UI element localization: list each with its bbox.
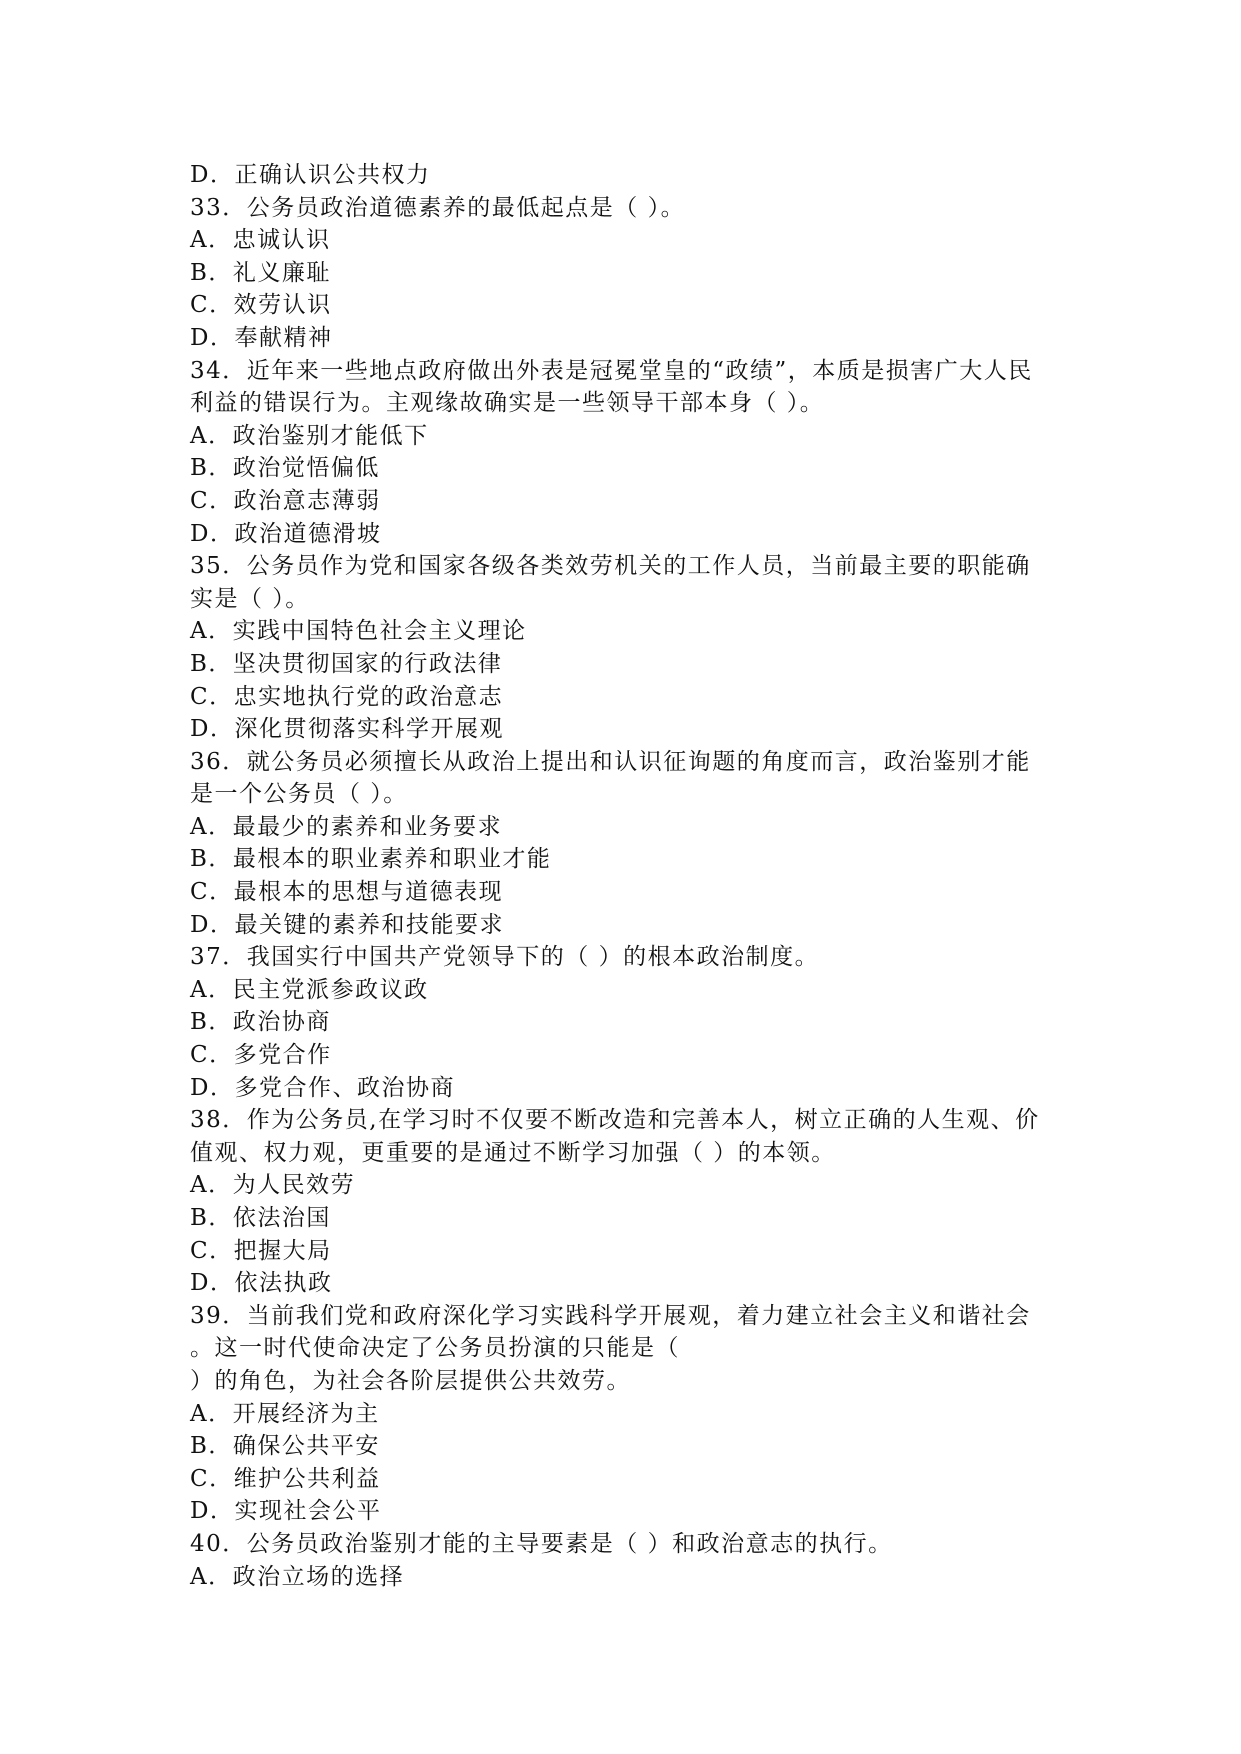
option-b-39: B．确保公共平安 bbox=[190, 1433, 380, 1460]
option-d-39: D．实现社会公平 bbox=[190, 1498, 382, 1525]
question-35-line-1: 35．公务员作为党和国家各级各类效劳机关的工作人员，当前最主要的职能确 bbox=[190, 553, 1031, 580]
option-b-38: B．依法治国 bbox=[190, 1205, 331, 1231]
question-34-line-2: 利益的错误行为。主观缘故确实是一些领导干部本身（ ）。 bbox=[190, 390, 825, 417]
option-a-35: A．实践中国特色社会主义理论 bbox=[190, 618, 527, 645]
option-c-35: C．忠实地执行党的政治意志 bbox=[190, 683, 504, 710]
option-b-37: B．政治协商 bbox=[190, 1009, 331, 1036]
option-a-33: A．忠诚认识 bbox=[190, 227, 331, 254]
question-34-line-1: 34．近年来一些地点政府做出外表是冠冕堂皇的“政绩”，本质是损害广大人民 bbox=[190, 357, 1033, 384]
option-b-35: B．坚决贯彻国家的行政法律 bbox=[190, 650, 503, 677]
option-c-39: C．维护公共利益 bbox=[190, 1465, 381, 1492]
option-d-32: D．正确认识公共权力 bbox=[190, 162, 431, 188]
option-b-33: B．礼义廉耻 bbox=[190, 259, 331, 286]
option-a-39: A．开展经济为主 bbox=[190, 1400, 380, 1427]
option-d-33: D．奉献精神 bbox=[190, 324, 333, 351]
question-38-line-2: 值观、权力观，更重要的是通过不断学习加强（ ）的本领。 bbox=[190, 1139, 836, 1166]
question-35-line-2: 实是（ ）。 bbox=[190, 585, 310, 612]
option-c-34: C．政治意志薄弱 bbox=[190, 487, 381, 514]
option-c-36: C．最根本的思想与道德表现 bbox=[190, 879, 504, 906]
document-body bbox=[190, 159, 1050, 1593]
option-d-35: D．深化贯彻落实科学开展观 bbox=[190, 716, 504, 743]
option-d-36: D．最关键的素养和技能要求 bbox=[190, 911, 504, 938]
question-39-line-2: 。这一时代使命决定了公务员扮演的只能是（ bbox=[190, 1335, 680, 1362]
option-a-40: A．政治立场的选择 bbox=[190, 1563, 405, 1590]
question-33: 33．公务员政治道德素养的最低起点是（ ）。 bbox=[190, 194, 686, 221]
question-38-line-1: 38．作为公务员,在学习时不仅要不断改造和完善本人，树立正确的人生观、价 bbox=[190, 1107, 1040, 1134]
question-39-line-3: ）的角色，为社会各阶层提供公共效劳。 bbox=[190, 1367, 631, 1394]
option-a-36: A．最最少的素养和业务要求 bbox=[190, 813, 503, 840]
question-37: 37．我国实行中国共产党领导下的（ ）的根本政治制度。 bbox=[190, 944, 820, 971]
option-b-34: B．政治觉悟偏低 bbox=[190, 455, 380, 482]
option-b-36: B．最根本的职业素养和职业才能 bbox=[190, 846, 552, 873]
question-39-line-1: 39．当前我们党和政府深化学习实践科学开展观，着力建立社会主义和谐社会 bbox=[190, 1302, 1031, 1329]
option-a-34: A．政治鉴别才能低下 bbox=[190, 422, 429, 449]
option-a-37: A．民主党派参政议政 bbox=[190, 976, 429, 1003]
question-36-line-2: 是一个公务员（ ）。 bbox=[190, 781, 408, 808]
option-c-37: C．多党合作 bbox=[190, 1042, 332, 1069]
option-c-33: C．效劳认识 bbox=[190, 292, 332, 319]
question-36-line-1: 36．就公务员必须擅长从政治上提出和认识征询题的角度而言，政治鉴别才能 bbox=[190, 748, 1031, 775]
option-d-34: D．政治道德滑坡 bbox=[190, 520, 382, 547]
option-d-38: D．依法执政 bbox=[190, 1270, 333, 1297]
option-d-37: D．多党合作、政治协商 bbox=[190, 1074, 455, 1101]
question-40: 40．公务员政治鉴别才能的主导要素是（ ）和政治意志的执行。 bbox=[190, 1530, 893, 1557]
option-a-38: A．为人民效劳 bbox=[190, 1172, 356, 1199]
option-c-38: C．把握大局 bbox=[190, 1237, 332, 1264]
